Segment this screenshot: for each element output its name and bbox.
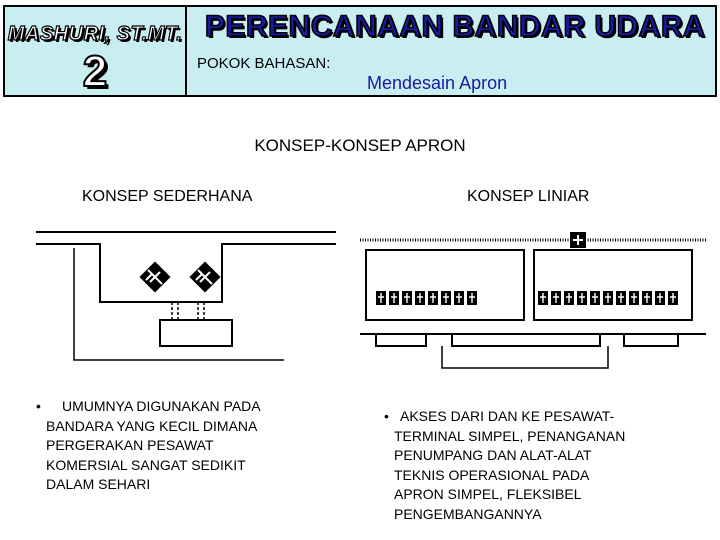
bullet-line: PENUMPANG DAN ALAT-ALAT [394,447,592,463]
header-banner [3,5,717,97]
section-title: KONSEP-KONSEP APRON [254,136,466,155]
bullet-dot: • [384,408,389,424]
bullet-line: APRON SIMPEL, FLEKSIBEL [394,486,582,502]
airplane-icon [570,232,586,248]
airplane-icon [189,261,220,292]
bullet-line: AKSES DARI DAN KE PESAWAT- [400,408,615,424]
bullet-line: KOMERSIAL SANGAT SEDIKIT [46,456,246,473]
chapter-number: 2 [82,47,108,96]
terminal-building [160,320,232,346]
author-name: MASHURI, ST.MT. [7,23,183,45]
bullet-line: DALAM SEHARI [46,476,151,492]
main-title: PERENCANAAN BANDAR UDARA [204,10,706,43]
aircraft-row-left [376,291,477,305]
bullet-line: PENGEMBANGANNYA [394,505,542,522]
apron-left [366,250,524,320]
landside-road [74,248,284,360]
bullet-line: TERMINAL SIMPEL, PENANGANAN [394,427,626,444]
bullet-line: UMUMNYA DIGUNAKAN PADA [62,398,261,414]
linear-concept-bullet [384,407,694,524]
bullet-line: PERGERAKAN PESAWAT [46,437,214,453]
author-panel [5,7,187,95]
linear-concept-diagram [358,222,708,382]
bullet-dot: • [36,398,41,414]
apron-outline [36,244,336,302]
simple-concept-bullet [36,397,336,495]
bullet-line: BANDARA YANG KECIL DIMANA [46,417,258,434]
bullet-line: TEKNIS OPERASIONAL PADA [394,466,590,483]
airplane-icon [139,261,170,292]
simple-concept-diagram [36,222,340,372]
topic-subject: Mendesain Apron [367,73,508,93]
topic-label: POKOK BAHASAN: [197,55,331,72]
apron-right [534,250,692,320]
linear-concept-title: KONSEP LINIAR [467,188,590,205]
simple-concept-title: KONSEP SEDERHANA [82,188,253,205]
landside-road [442,346,608,368]
